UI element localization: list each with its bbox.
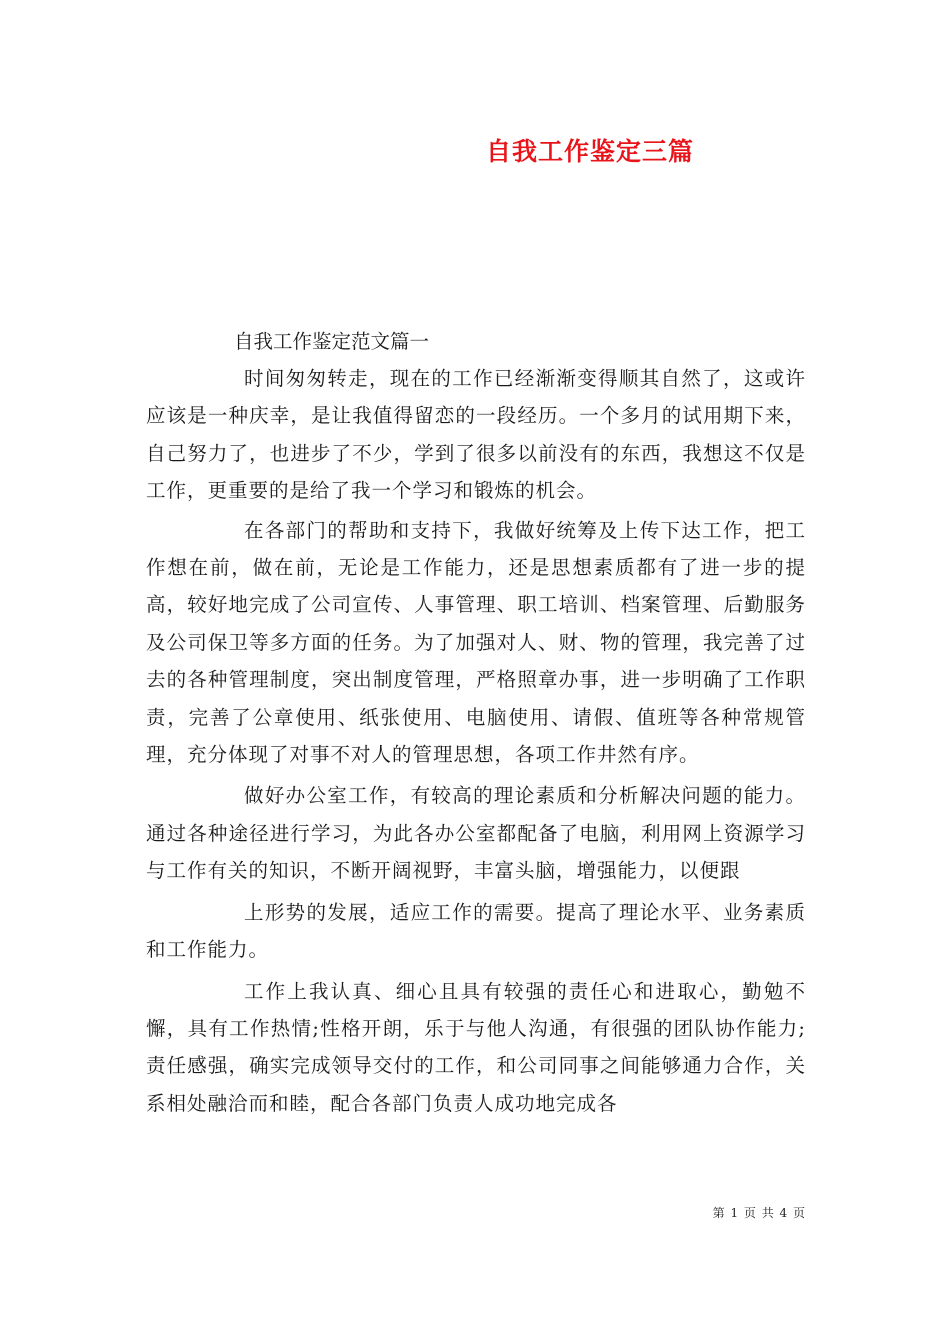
document-title: 自我工作鉴定三篇 xyxy=(485,137,694,166)
paragraph: 做好办公室工作，有较高的理论素质和分析解决问题的能力。通过各种途径进行学习，为此各办公室都配备了电脑，利用网上资源学习与工作有关的知识，不断开阔视野，丰富头脑，增强能力，以便跟 xyxy=(146,784,806,883)
paragraph: 时间匆匆转走，现在的工作已经渐渐变得顺其自然了，这或许应该是一种庆幸，是让我值得留恋的一段经历。一个多月的试用期下来，自己努力了，也进步了不少，学到了很多以前没有的东西，我想这不仅是工作，更重要的是给了我一个学习和锻炼的机会。 xyxy=(146,367,806,503)
document-body xyxy=(146,324,806,1122)
section-heading: 自我工作鉴定范文篇一 xyxy=(234,330,430,353)
paragraph: 在各部门的帮助和支持下，我做好统筹及上传下达工作，把工作想在前，做在前，无论是工作能力，还是思想素质都有了进一步的提高，较好地完成了公司宣传、人事管理、职工培训、档案管理、后勤服务及公司保卫等多方面的任务。为了加强对人、财、物的管理，我完善了过去的各种管理制度，突出制度管理，严格照章办事，进一步明确了工作职责，完善了公章使用、纸张使用、电脑使用、请假、值班等各种常规管理，充分体现了对事不对人的管理思想，各项工作井然有序。 xyxy=(146,518,806,767)
paragraph: 上形势的发展，适应工作的需要。提高了理论水平、业务素质和工作能力。 xyxy=(146,900,806,962)
paragraph: 工作上我认真、细心且具有较强的责任心和进取心，勤勉不懈，具有工作热情;性格开朗，乐于与他人沟通，有很强的团队协作能力;责任感强，确实完成领导交付的工作，和公司同事之间能够通力合作，关系相处融洽而和睦，配合各部门负责人成功地完成各 xyxy=(146,979,806,1115)
page-number-footer: 第 1 页 共 4 页 xyxy=(712,1206,806,1220)
